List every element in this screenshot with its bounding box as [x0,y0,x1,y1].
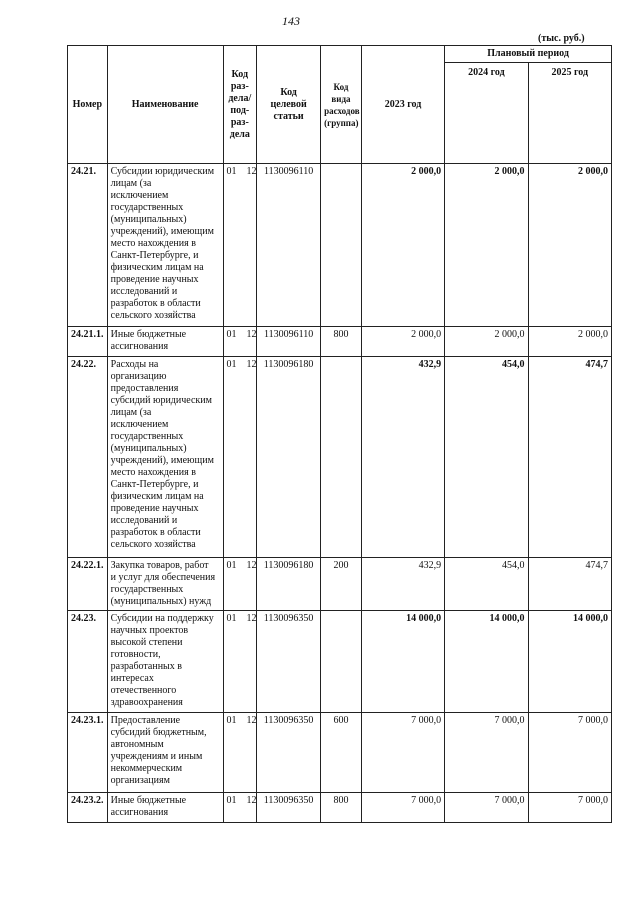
section-code: 01 [226,359,237,370]
subsection-code: 12 [246,795,257,806]
header-target: Код целевой статьи [257,46,321,164]
row-section [223,164,257,327]
row-name: Иные бюджетные ассигнования [107,327,223,357]
row-target: 1130096110 [257,164,321,327]
table-row [68,611,612,713]
page-number: 143 [282,14,300,28]
row-section [223,793,257,823]
table-row [68,164,612,327]
header-section: Код раз- дела/ под- раз- дела [223,46,257,164]
row-name: Предоставление субсидий бюджетным, автономным учреждениям и иным некоммерческим организациям [107,713,223,793]
header-year-2024: 2024 год [445,63,528,164]
row-number: 24.21. [68,164,108,327]
subsection-code: 12 [246,715,257,726]
row-target: 1130096350 [257,793,321,823]
row-kind [321,164,362,327]
row-name: Закупка товаров, работ и услуг для обеспечения государственных (муниципальных) нужд [107,558,223,611]
row-name: Расходы на организацию предоставления субсидий юридическим лицам (за исключением государственных (муниципальных) учреждений), имеющим место нахождения в Санкт-Петербурге, и физическим лицам на проведение научных исследований и разработок в области сельского хозяйства [107,357,223,558]
subsection-code: 12 [246,329,257,340]
row-section [223,611,257,713]
subsection-code: 12 [246,166,257,177]
row-name: Иные бюджетные ассигнования [107,793,223,823]
row-2024: 7 000,0 [445,793,528,823]
row-2025: 14 000,0 [528,611,611,713]
row-2025: 474,7 [528,558,611,611]
budget-table [67,45,612,823]
row-2025: 7 000,0 [528,713,611,793]
row-target: 1130096350 [257,713,321,793]
row-number: 24.22.1. [68,558,108,611]
row-name: Субсидии на поддержку научных проектов высокой степени готовности, разработанных в интересах отечественного здравоохранения [107,611,223,713]
units-label: (тыс. руб.) [538,33,585,44]
row-section [223,558,257,611]
section-code: 01 [226,715,237,726]
subsection-code: 12 [246,560,257,571]
row-2024: 454,0 [445,357,528,558]
row-2023: 2 000,0 [361,327,444,357]
header-year-2025: 2025 год [528,63,611,164]
section-code: 01 [226,613,237,624]
table-row [68,357,612,558]
row-2023: 432,9 [361,558,444,611]
row-2025: 7 000,0 [528,793,611,823]
header-number: Номер [68,46,108,164]
header-kind: Код вида расходов (группа) [321,46,362,164]
row-2023: 432,9 [361,357,444,558]
row-2023: 2 000,0 [361,164,444,327]
row-target: 1130096350 [257,611,321,713]
subsection-code: 12 [246,359,257,370]
table-row [68,713,612,793]
row-2024: 454,0 [445,558,528,611]
row-2025: 2 000,0 [528,327,611,357]
row-kind: 800 [321,327,362,357]
row-target: 1130096180 [257,357,321,558]
row-kind: 600 [321,713,362,793]
row-2024: 14 000,0 [445,611,528,713]
row-section [223,357,257,558]
row-number: 24.23. [68,611,108,713]
section-code: 01 [226,795,237,806]
row-section [223,327,257,357]
row-target: 1130096110 [257,327,321,357]
header-year-2023: 2023 год [361,46,444,164]
row-2024: 2 000,0 [445,327,528,357]
row-2025: 2 000,0 [528,164,611,327]
row-target: 1130096180 [257,558,321,611]
section-code: 01 [226,560,237,571]
row-number: 24.21.1. [68,327,108,357]
row-kind [321,611,362,713]
row-name: Субсидии юридическим лицам (за исключением государственных (муниципальных) учреждений), имеющим место нахождения в Санкт-Петербурге, и физическим лицам на проведение научных исследований и разработок в области сельского хозяйства [107,164,223,327]
row-2023: 7 000,0 [361,793,444,823]
table-row [68,793,612,823]
row-2023: 7 000,0 [361,713,444,793]
table-row [68,558,612,611]
row-number: 24.22. [68,357,108,558]
row-kind: 200 [321,558,362,611]
section-code: 01 [226,329,237,340]
row-kind: 800 [321,793,362,823]
row-number: 24.23.2. [68,793,108,823]
row-2024: 7 000,0 [445,713,528,793]
table-row [68,327,612,357]
row-2024: 2 000,0 [445,164,528,327]
row-kind [321,357,362,558]
header-planned-period: Плановый период [445,46,612,63]
row-2023: 14 000,0 [361,611,444,713]
header-name: Наименование [107,46,223,164]
section-code: 01 [226,166,237,177]
subsection-code: 12 [246,613,257,624]
row-section [223,713,257,793]
row-2025: 474,7 [528,357,611,558]
row-number: 24.23.1. [68,713,108,793]
